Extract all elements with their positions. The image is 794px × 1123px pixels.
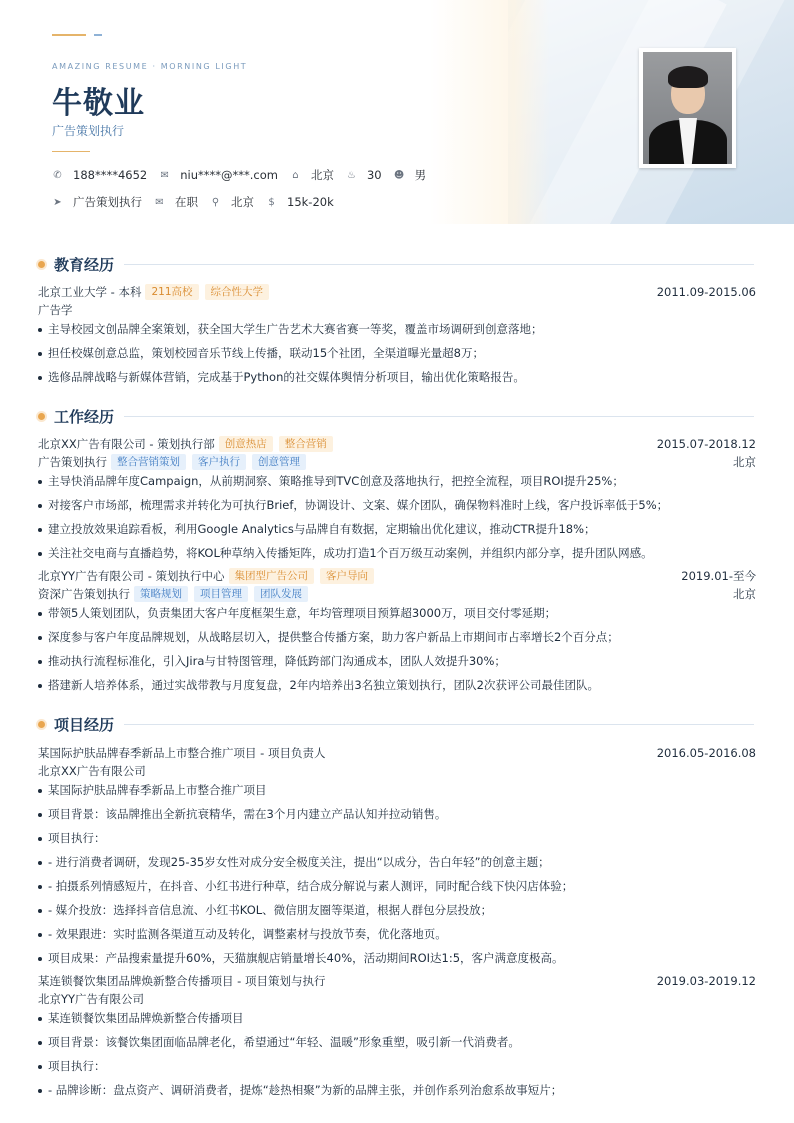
- project-org: 北京YY广告有限公司: [38, 992, 145, 1006]
- role-tag: 客户执行: [192, 454, 246, 470]
- tagline: AMAZING RESUME · MORNING LIGHT: [52, 62, 248, 71]
- job-location: 北京: [733, 587, 756, 601]
- project-entry: [38, 744, 756, 972]
- list-item: - 品牌诊断：盘点资产、调研消费者，提炼“趁热相聚”为新的品牌主张，并创作系列治愈系故事短片；: [38, 1080, 756, 1104]
- list-item: 项目成果：产品搜索量提升60%，天猫旗舰店销量增长40%，活动期间ROI达1:5，客户满意度极高。: [38, 948, 756, 972]
- work-entry: [38, 435, 756, 567]
- section-divider: [124, 724, 754, 725]
- job-dates: 2019.01-至今: [681, 569, 756, 583]
- major: 广告学: [38, 303, 73, 317]
- job-location: 北京: [733, 455, 756, 469]
- list-item: 项目执行：: [38, 828, 756, 852]
- education-dates: 2011.09-2015.06: [656, 285, 756, 299]
- work-entry: [38, 567, 756, 699]
- title-divider: [52, 151, 90, 152]
- list-item: - 效果跟进：实时监测各渠道互动及转化，调整素材与投放节奏，优化落地页。: [38, 924, 756, 948]
- status-value: 在职: [175, 195, 198, 209]
- intent-city-value: 北京: [231, 195, 254, 209]
- send-icon: ➤: [53, 196, 62, 208]
- email-value: niu****@***.com: [180, 168, 278, 182]
- list-item: 主导快消品牌年度Campaign，从前期洞察、策略推导到TVC创意及落地执行，把控全流程，项目ROI提升25%；: [38, 471, 756, 495]
- list-item: 项目背景：该餐饮集团面临品牌老化，希望通过“年轻、温暖”形象重塑，吸引新一代消费者。: [38, 1032, 756, 1056]
- intent-position-item: [52, 194, 142, 210]
- list-item: 建立投放效果追踪看板，利用Google Analytics与品牌自有数据，定期输出优化建议，推动CTR提升18%；: [38, 519, 756, 543]
- contact-info-row: [52, 167, 438, 183]
- money-icon: $: [268, 196, 275, 208]
- list-item: 项目背景：该品牌推出全新抗衰精华，需在3个月内建立产品认知并拉动销售。: [38, 804, 756, 828]
- project-entry: [38, 972, 756, 1104]
- list-item: 搭建新人培养体系，通过实战带教与月度复盘，2年内培养出3名独立策划执行，团队2次获评公司最佳团队。: [38, 675, 756, 699]
- company-tag: 创意热店: [219, 436, 273, 452]
- intent-city-item: [210, 194, 254, 210]
- city-item: [290, 167, 334, 183]
- section-title: 项目经历: [54, 716, 115, 734]
- list-item: - 进行消费者调研，发现25-35岁女性对成分安全极度关注，提出“以成分，告白年轻”的创意主题；: [38, 852, 756, 876]
- education-entry: [38, 283, 756, 391]
- envelope-open-icon: ✉: [155, 196, 164, 208]
- role-tag: 团队发展: [254, 586, 308, 602]
- company-tag: 集团型广告公司: [229, 568, 315, 584]
- city-value: 北京: [310, 168, 334, 182]
- list-item: 深度参与客户年度品牌规划，从战略层切入，提供整合传播方案，助力客户新品上市期间市占率增长2个百分点；: [38, 627, 756, 651]
- company-tag: 整合营销: [279, 436, 333, 452]
- job-dates: 2015.07-2018.12: [656, 437, 756, 451]
- header-glow: [430, 0, 550, 224]
- project-dates: 2016.05-2016.08: [656, 746, 756, 760]
- school-name: 北京工业大学 - 本科: [38, 285, 142, 299]
- gender-value: 男: [414, 168, 427, 182]
- list-item: 项目执行：: [38, 1056, 756, 1080]
- section-title: 教育经历: [54, 256, 115, 274]
- list-item: 关注社交电商与直播趋势，将KOL种草纳入传播矩阵，成功打造1个百万级互动案例，并组织内部分享，提升团队网感。: [38, 543, 756, 567]
- email-item: [159, 168, 278, 182]
- project-title: 某国际护肤品牌春季新品上市整合推广项目 - 项目负责人: [38, 746, 326, 760]
- salary-value: 15k-20k: [287, 195, 334, 209]
- list-item: - 拍摄系列情感短片，在抖音、小红书进行种草，结合成分解说与素人测评，同时配合线下快闪店体验；: [38, 876, 756, 900]
- phone-icon: ✆: [53, 169, 62, 181]
- avatar: [643, 52, 732, 164]
- school-tag: 211高校: [145, 284, 198, 300]
- list-item: - 媒介投放：选择抖音信息流、小红书KOL、微信朋友圈等渠道，根据人群包分层投放；: [38, 900, 756, 924]
- school-tag: 综合性大学: [205, 284, 270, 300]
- list-item: 担任校媒创意总监，策划校园音乐节线上传播，联动15个社团，全渠道曝光量超8万；: [38, 343, 756, 367]
- section-title: 工作经历: [54, 408, 115, 426]
- section-dot-icon: [38, 261, 45, 268]
- role-tag: 整合营销策划: [111, 454, 186, 470]
- candidate-name: 牛敬业: [52, 86, 145, 121]
- list-item: 某连锁餐饮集团品牌焕新整合传播项目: [38, 1008, 756, 1032]
- salary-item: [266, 195, 334, 209]
- role-tag: 创意管理: [252, 454, 306, 470]
- list-item: 主导校园文创品牌全案策划，获全国大学生广告艺术大赛省赛一等奖，覆盖市场调研到创意落地；: [38, 319, 756, 343]
- section-work-header: [38, 406, 754, 427]
- status-item: [154, 194, 198, 210]
- section-dot-icon: [38, 721, 45, 728]
- company-name: 北京YY广告有限公司 - 策划执行中心: [38, 569, 225, 583]
- section-projects-header: [38, 714, 754, 735]
- list-item: 某国际护肤品牌春季新品上市整合推广项目: [38, 780, 756, 804]
- phone-item: [52, 168, 147, 182]
- profile-photo: [639, 48, 736, 168]
- role-tag: 项目管理: [194, 586, 248, 602]
- project-org: 北京XX广告有限公司: [38, 764, 146, 778]
- job-title: 广告策划执行: [52, 124, 125, 138]
- job-role: 广告策划执行: [38, 455, 107, 469]
- job-role: 资深广告策划执行: [38, 587, 130, 601]
- section-education-header: [38, 254, 754, 275]
- section-dot-icon: [38, 413, 45, 420]
- list-item: 带领5人策划团队，负责集团大客户年度框架生意，年均管理项目预算超3000万，项目交付零延期；: [38, 603, 756, 627]
- list-item: 推动执行流程标准化，引入Jira与甘特图管理，降低跨部门沟通成本，团队人效提升30%；: [38, 651, 756, 675]
- gender-icon: ☻: [393, 169, 405, 181]
- intent-position-value: 广告策划执行: [73, 195, 142, 209]
- location-icon: ⚲: [211, 196, 220, 208]
- age-value: 30: [366, 168, 382, 182]
- job-intent-row: [52, 194, 346, 210]
- list-item: 选修品牌战略与新媒体营销，完成基于Python的社交媒体舆情分析项目，输出优化策略报告。: [38, 367, 756, 391]
- list-item: 对接客户市场部，梳理需求并转化为可执行Brief，协调设计、文案、媒介团队，确保物料准时上线，客户投诉率低于5%；: [38, 495, 756, 519]
- company-tag: 客户导向: [320, 568, 374, 584]
- company-name: 北京XX广告有限公司 - 策划执行部: [38, 437, 215, 451]
- project-dates: 2019.03-2019.12: [656, 974, 756, 988]
- home-icon: ⌂: [292, 169, 299, 181]
- cake-icon: ♨: [346, 169, 356, 181]
- phone-value: 188****4652: [73, 168, 148, 182]
- age-item: [346, 168, 382, 182]
- section-divider: [124, 264, 754, 265]
- mail-icon: ✉: [160, 169, 169, 181]
- section-divider: [124, 416, 754, 417]
- gender-item: [394, 167, 427, 183]
- role-tag: 策略规划: [134, 586, 188, 602]
- project-title: 某连锁餐饮集团品牌焕新整合传播项目 - 项目策划与执行: [38, 974, 326, 988]
